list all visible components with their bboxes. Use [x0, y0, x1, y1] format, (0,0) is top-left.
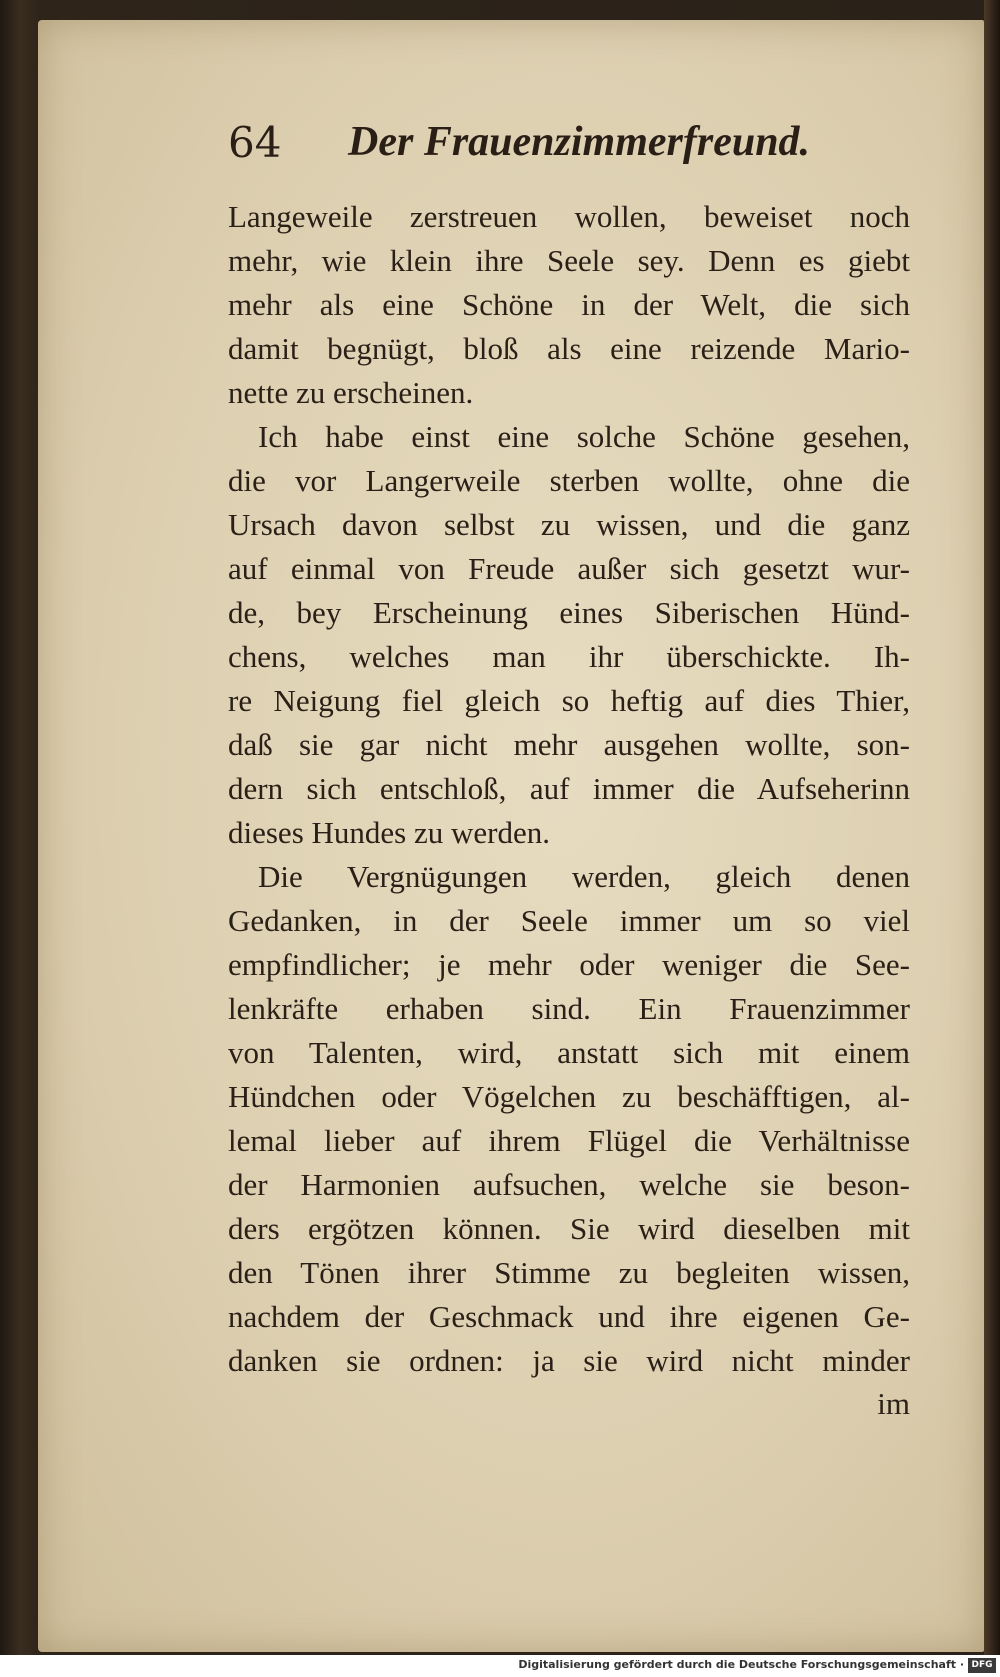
book-edge: [984, 0, 1000, 1655]
page-header: [228, 118, 928, 178]
body-text: [228, 195, 910, 1383]
text-line: mehr, wie klein ihre Seele sey. Denn es giebt: [228, 243, 910, 278]
page-number: 64: [228, 118, 282, 167]
text-line: chens, welches man ihr überschickte. Ih-: [228, 639, 910, 674]
text-line: nachdem der Geschmack und ihre eigenen Ge-: [228, 1299, 910, 1334]
text-line: damit begnügt, bloß als eine reizende Mario-: [228, 331, 910, 366]
text-line: de, bey Erscheinung eines Siberischen Hünd-: [228, 595, 910, 630]
text-line: Hündchen oder Vögelchen zu beschäfftigen, al-: [228, 1079, 910, 1114]
text-line: daß sie gar nicht mehr ausgehen wollte, son-: [228, 727, 910, 762]
text-line: der Harmonien aufsuchen, welche sie beson-: [228, 1167, 910, 1202]
catchword: im: [877, 1386, 910, 1421]
running-title: Der Frauenzimmerfreund.: [348, 119, 811, 165]
text-line: Die Vergnügungen werden, gleich denen: [258, 859, 910, 894]
text-line: Langeweile zerstreuen wollen, beweiset noch: [228, 199, 910, 234]
text-line: die vor Langerweile sterben wollte, ohne die: [228, 463, 910, 498]
digitization-credit: Digitalisierung gefördert durch die Deutsche Forschungsgemeinschaft ·: [518, 1658, 964, 1671]
text-line: mehr als eine Schöne in der Welt, die sich: [228, 287, 910, 322]
text-line: lenkräfte erhaben sind. Ein Frauenzimmer: [228, 991, 910, 1026]
text-line: dern sich entschloß, auf immer die Aufseherinn: [228, 771, 910, 806]
text-line: dieses Hundes zu werden.: [228, 815, 550, 850]
dfg-logo: DFG: [968, 1658, 996, 1673]
text-line: lemal lieber auf ihrem Flügel die Verhältnisse: [228, 1123, 910, 1158]
text-line: Ursach davon selbst zu wissen, und die ganz: [228, 507, 910, 542]
text-line: ders ergötzen können. Sie wird dieselben mit: [228, 1211, 910, 1246]
text-line: den Tönen ihrer Stimme zu begleiten wissen,: [228, 1255, 910, 1290]
text-line: empfindlicher; je mehr oder weniger die See-: [228, 947, 910, 982]
text-line: von Talenten, wird, anstatt sich mit einem: [228, 1035, 910, 1070]
text-line: nette zu erscheinen.: [228, 375, 474, 410]
text-line: Gedanken, in der Seele immer um so viel: [228, 903, 910, 938]
text-line: auf einmal von Freude außer sich gesetzt wur-: [228, 551, 910, 586]
footer-bar: [0, 1655, 1000, 1677]
text-line: Ich habe einst eine solche Schöne gesehen,: [258, 419, 910, 454]
text-line: danken sie ordnen: ja sie wird nicht minder: [228, 1343, 910, 1378]
text-line: re Neigung fiel gleich so heftig auf dies Thier,: [228, 683, 910, 718]
